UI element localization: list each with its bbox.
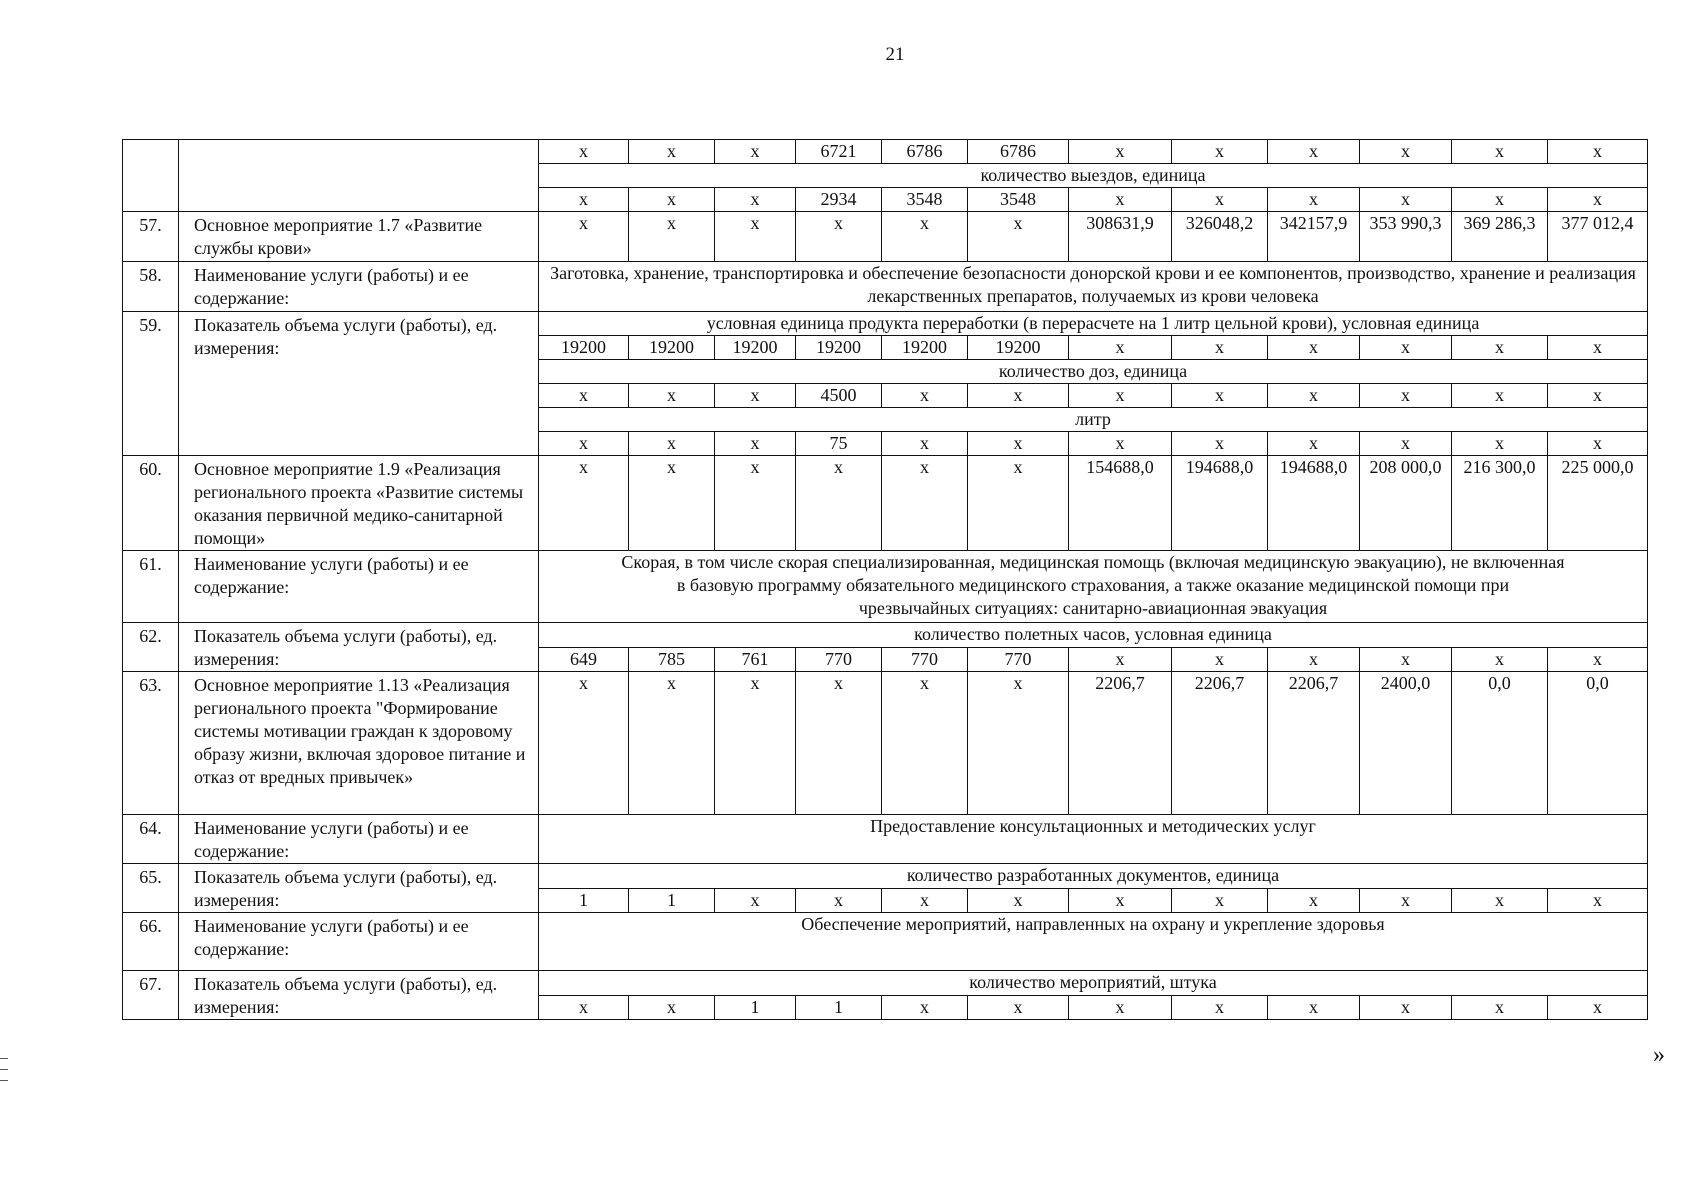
row-title: Основное мероприятие 1.13 «Реализация регионального проекта "Формирование системы мотивации граждан к здоровому образу жизни, включая здоровое питание и отказ от вредных привычек» xyxy=(179,672,539,815)
table-row: 63. Основное мероприятие 1.13 «Реализация регионального проекта "Формирование системы мотивации граждан к здоровому образу жизни, включая здоровое питание и отказ от вредных привычек» x x x x x x 2206,7 2206,7 2206,7 2400,0 0,0 0,0 xyxy=(123,672,1648,815)
margin-marks xyxy=(0,1058,10,1091)
table-row xyxy=(123,864,1648,889)
row-number: 63. xyxy=(123,672,179,815)
table-row xyxy=(123,971,1648,996)
unit-label: количество разработанных документов, единица xyxy=(539,864,1648,889)
row-number: 67. xyxy=(123,971,179,1020)
row-number: 58. xyxy=(123,262,179,312)
table-row xyxy=(123,815,1648,864)
table-row: x x x 6721 6786 6786 x x x x x x xyxy=(123,140,1648,164)
row-title: Показатель объема услуги (работы), ед. измерения: xyxy=(179,623,539,672)
row-number: 65. xyxy=(123,864,179,913)
table-row: x x x 4500 x x x x x x x x xyxy=(123,384,1648,408)
table-row: x x x 75 x x x x x x x x xyxy=(123,432,1648,456)
unit-label: количество доз, единица xyxy=(539,360,1648,384)
unit-label: количество выездов, единица xyxy=(539,164,1648,188)
row-title: Наименование услуги (работы) и ее содержание: xyxy=(179,551,539,623)
table-row: x x 1 1 x x x x x x x x xyxy=(123,995,1648,1020)
row-number: 62. xyxy=(123,623,179,672)
program-table xyxy=(122,139,1648,1020)
table-row xyxy=(123,623,1648,648)
unit-label: количество мероприятий, штука xyxy=(539,971,1648,996)
table-row: 60. Основное мероприятие 1.9 «Реализация регионального проекта «Развитие системы оказания первичной медико-санитарной помощи» x x x x x x 154688,0 194688,0 194688,0 208 000,0 216 300,0 225 000,0 xyxy=(123,456,1648,551)
service-description: Предоставление консультационных и методических услуг xyxy=(539,815,1648,864)
row-number: 57. xyxy=(123,212,179,262)
row-number: 59. xyxy=(123,312,179,456)
row-title: Показатель объема услуги (работы), ед. измерения: xyxy=(179,864,539,913)
row-title: Наименование услуги (работы) и ее содержание: xyxy=(179,913,539,971)
table-row xyxy=(123,551,1648,623)
table-row xyxy=(123,913,1648,971)
row-title: Показатель объема услуги (работы), ед. измерения: xyxy=(179,971,539,1020)
row-title: Наименование услуги (работы) и ее содержание: xyxy=(179,815,539,864)
table-row xyxy=(123,312,1648,336)
service-description: Заготовка, хранение, транспортировка и обеспечение безопасности донорской крови и ее компонентов, производство, хранение и реализация лекарственных препаратов, получаемых из крови человека xyxy=(539,262,1648,312)
row-number: 64. xyxy=(123,815,179,864)
row-title: Основное мероприятие 1.9 «Реализация регионального проекта «Развитие системы оказания первичной медико-санитарной помощи» xyxy=(179,456,539,551)
row-title: Основное мероприятие 1.7 «Развитие службы крови» xyxy=(179,212,539,262)
table-row: x x x 2934 3548 3548 x x x x x x xyxy=(123,188,1648,212)
row-number: 61. xyxy=(123,551,179,623)
unit-label: условная единица продукта переработки (в перерасчете на 1 литр цельной крови), условная единица xyxy=(539,312,1648,336)
unit-label: количество полетных часов, условная единица xyxy=(539,623,1648,648)
table-row: 19200 19200 19200 19200 19200 19200 x x x x x x xyxy=(123,336,1648,360)
table-row: 1 1 x x x x x x x x x x xyxy=(123,888,1648,913)
page-number: 21 xyxy=(885,44,905,65)
row-title: Показатель объема услуги (работы), ед. измерения: xyxy=(179,312,539,456)
table-row xyxy=(123,262,1648,312)
row-number: 66. xyxy=(123,913,179,971)
closing-quote-mark: » xyxy=(1653,1042,1665,1068)
row-number: 60. xyxy=(123,456,179,551)
service-description: Скорая, в том числе скорая специализированная, медицинская помощь (включая медицинскую эвакуацию), не включенная в базовую программу обязательного медицинского страхования, а также оказание медицинской помощи при чрезвычайных ситуациях: санитарно-авиационная эвакуация xyxy=(539,551,1648,623)
table-row: 649 785 761 770 770 770 x x x x x x xyxy=(123,647,1648,672)
service-description: Обеспечение мероприятий, направленных на охрану и укрепление здоровья xyxy=(539,913,1648,971)
table-row: 57. Основное мероприятие 1.7 «Развитие службы крови» x x x x x x 308631,9 326048,2 342157,9 353 990,3 369 286,3 377 012,4 xyxy=(123,212,1648,262)
row-title: Наименование услуги (работы) и ее содержание: xyxy=(179,262,539,312)
unit-label: литр xyxy=(539,408,1648,432)
